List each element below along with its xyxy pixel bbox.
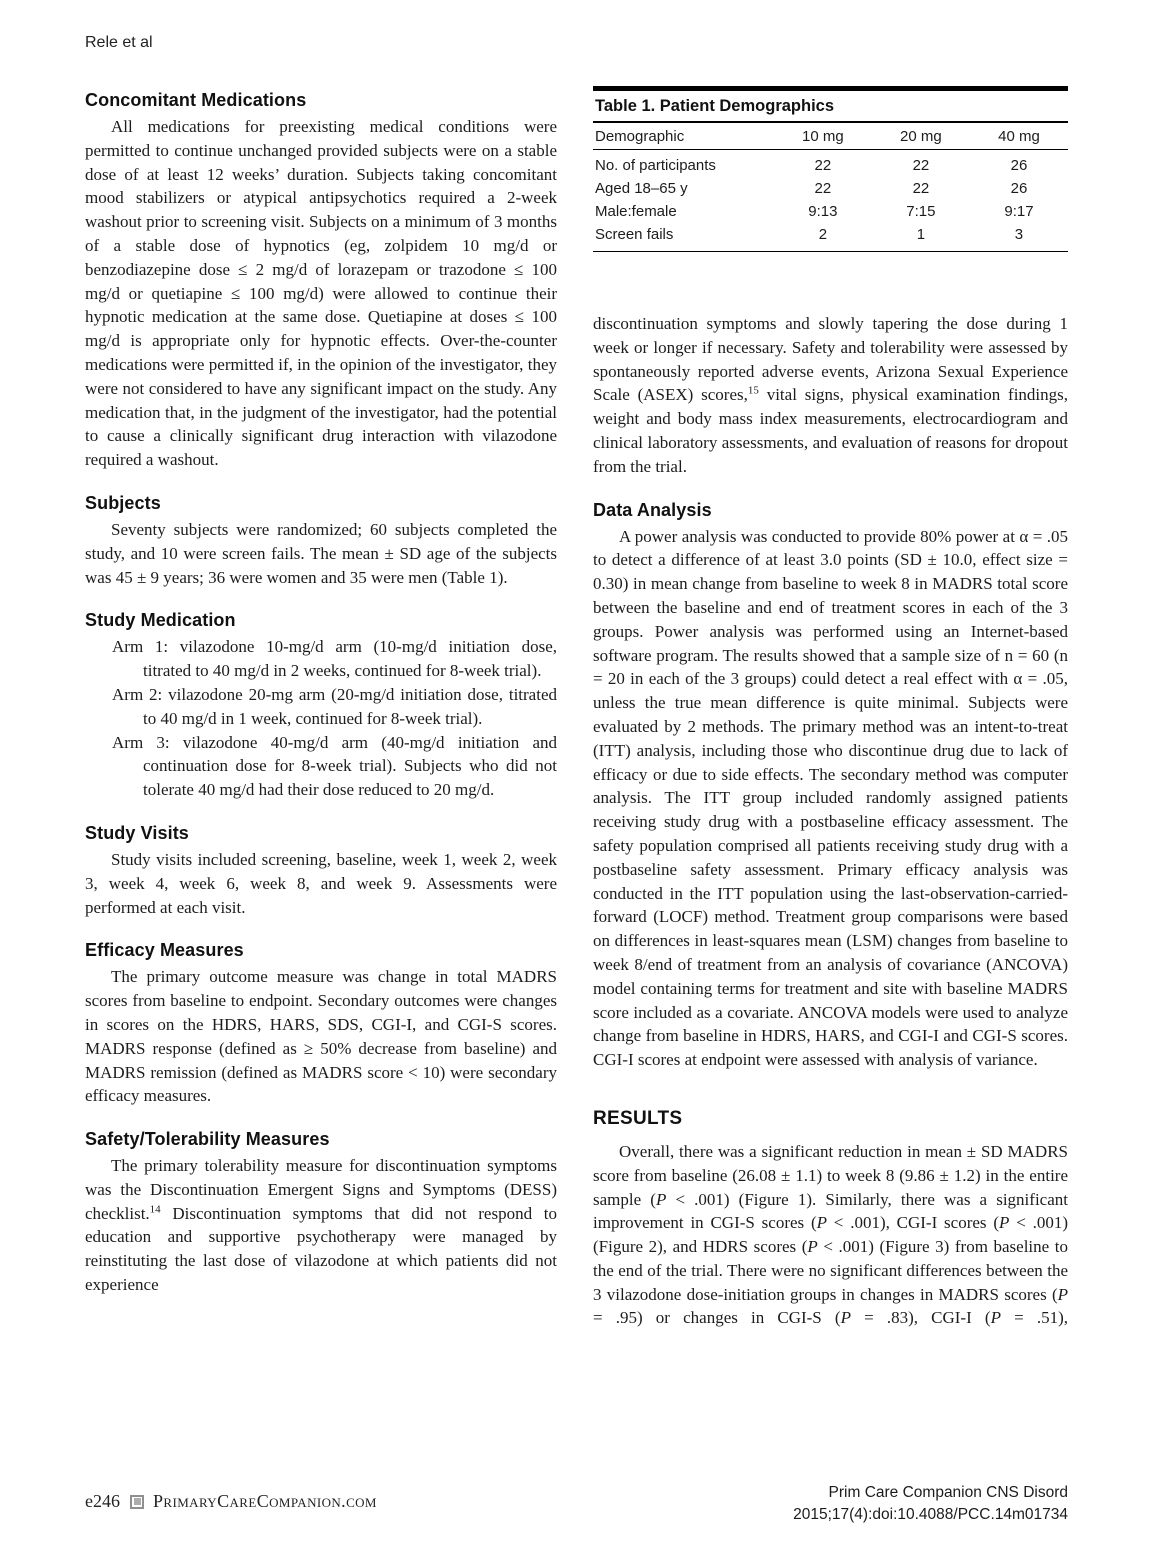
study-arm-3: Arm 3: vilazodone 40-mg/d arm (40-mg/d initiation and continuation dose for 8-week trial). Subjects who did not tolerate 40 mg/d had their dose reduced to 20 mg/d.: [112, 732, 557, 800]
table1-patient-demographics: [593, 86, 1068, 252]
table-cell: No. of participants: [595, 157, 716, 174]
footer-square-icon: [130, 1495, 144, 1509]
heading-safety-tolerability-measures: Safety/Tolerability Measures: [85, 1129, 330, 1150]
heading-concomitant-medications: Concomitant Medications: [85, 90, 307, 110]
journal-citation-line2: 2015;17(4):doi:10.4088/PCC.14m01734: [793, 1506, 1068, 1523]
table1-col-10mg: 10 mg: [774, 123, 872, 150]
running-head: Rele et al: [85, 34, 153, 51]
table-cell: 22: [912, 157, 930, 174]
table-cell: 3: [1014, 226, 1024, 243]
table1-col-demographic: Demographic: [593, 123, 774, 150]
table-cell: 22: [912, 180, 930, 197]
paragraph-results: Overall, there was a significant reduction in mean ± SD MADRS score from baseline (26.08 ± 1.1) to week 8 (9.86 ± 1.2) in the entire sample (P < .001) (Figure 1). Similarly, there was a significant improvement in CGI-S scores (P < .001), CGI-I scores (P < .001) (Figure 2), and HDRS scores (P < .001) (Figure 3) from baseline to the end of the trial. There were no significant differences between the 3 vilazodone dose-initiation groups in changes in MADRS scores (P = .95) or changes in CGI-S (P = .83), CGI-I (P = .51),: [593, 1141, 1068, 1328]
table1-col-40mg: 40 mg: [970, 123, 1068, 150]
paragraph-data-analysis: A power analysis was conducted to provide 80% power at α = .05 to detect a difference of at least 3.0 points (SD ± 10.0, effect size = 0.30) in mean change from baseline to week 8 in MADRS total score between the baseline and end of treatment scores in each of the 3 groups. Power analysis was performed using an Internet-based software program. The results showed that a sample size of n = 60 (n = 20 in each of the 3 groups) could detect a real effect with α = .05, unless the true mean difference is quite minimal. Subjects were evaluated by 2 methods. The primary method was an intent-to-treat (ITT) analysis, including those who discontinue drug due to lack of efficacy or due to side effects. The secondary method was computer analysis. The ITT group included randomly assigned patients receiving study drug with a postbaseline efficacy assessment. The safety population comprised all patients receiving study drug with a postbaseline safety assessment. Primary efficacy analysis was conducted in the ITT population using the last-observation-carried-forward (LOCF) method. Treatment group comparisons were based on differences in least-squares mean (LSM) changes from baseline to week 8/end of treatment from an analysis of covariance (ANCOVA) model containing terms for treatment and site with baseline MADRS score included as a covariate. ANCOVA models were used to analyze change from baseline in HDRS, HARS, and CGI-I and CGI-S scores. CGI-I scores at endpoint were assessed with analysis of variance.: [593, 526, 1068, 1070]
page-number: e246: [85, 1491, 120, 1511]
table-cell: Aged 18–65 y: [595, 180, 688, 197]
table-row: [593, 200, 1068, 223]
table1-col-20mg: 20 mg: [872, 123, 970, 150]
table-row: [593, 177, 1068, 200]
table-row: [593, 150, 1068, 178]
heading-results: RESULTS: [593, 1107, 683, 1129]
table-cell: 22: [814, 157, 832, 174]
table-cell: 26: [1010, 157, 1028, 174]
table1-title: Table 1. Patient Demographics: [593, 86, 1068, 123]
page-footer-right: [793, 1482, 1068, 1526]
heading-efficacy-measures: Efficacy Measures: [85, 940, 244, 961]
table-cell: 2: [818, 226, 828, 243]
heading-subjects: Subjects: [85, 492, 161, 513]
table-cell: 7:15: [906, 203, 936, 220]
heading-study-visits: Study Visits: [85, 822, 189, 843]
table-row: [593, 223, 1068, 252]
paragraph-safety-tolerability: The primary tolerability measure for discontinuation symptoms was the Discontinuation Emergent Signs and Symptoms (DESS) checklist.$^{14}$ Discontinuation symptoms that did not respond to education and supportive psychotherapy were managed by reinstituting the last dose of vilazodone at which patients did not experience: [85, 1156, 557, 1295]
table1-header-row: [593, 123, 1068, 150]
heading-data-analysis: Data Analysis: [593, 499, 712, 520]
table-cell: Screen fails: [595, 226, 674, 243]
table-cell: 26: [1010, 180, 1028, 197]
table-cell: 22: [814, 180, 832, 197]
study-arm-2: Arm 2: vilazodone 20-mg arm (20-mg/d initiation dose, titrated to 40 mg/d in 1 week, continued for 8-week trial).: [112, 684, 557, 728]
left-column: [85, 88, 557, 1297]
journal-citation-line1: Prim Care Companion CNS Disord: [828, 1484, 1068, 1501]
paragraph-safety-continuation: discontinuation symptoms and slowly tapering the dose during 1 week or longer if necessary. Safety and tolerability were assessed by spontaneously reported adverse events, Arizona Sexual Experience Scale (ASEX) scores,$^{15}$ vital signs, physical examination findings, weight and body mass index measurements, electrocardiogram and clinical laboratory assessments, and evaluation of reasons for dropout from the trial.: [593, 314, 1069, 476]
page-footer-left: [85, 1491, 377, 1512]
paragraph-subjects: Seventy subjects were randomized; 60 subjects completed the study, and 10 were screen fails. The mean ± SD age of the subjects was 45 ± 9 years; 36 were women and 35 were men (Table 1).: [85, 519, 557, 587]
table-cell: Male:female: [595, 203, 677, 220]
paragraph-efficacy-measures: The primary outcome measure was change in total MADRS scores from baseline to endpoint. Secondary outcomes were changes in scores on the HDRS, HARS, SDS, CGI-I, and CGI-S scores. MADRS response (defined as ≥ 50% decrease from baseline) and MADRS remission (defined as MADRS score < 10) were secondary efficacy measures.: [85, 967, 557, 1106]
heading-study-medication: Study Medication: [85, 610, 236, 631]
paragraph-concomitant-medications: All medications for preexisting medical conditions were permitted to continue unchanged provided subjects were on a stable dose of at least 12 weeks’ duration. Subjects taking concomitant mood stabilizers or atypical antipsychotics required a 2-week washout prior to screening visit. Subjects on a minimum of 3 months of a stable dose of hypnotics (eg, zolpidem 10 mg/d or benzodiazepine dose ≤ 2 mg/d of lorazepam or trazodone ≤ 100 mg/d or quetiapine ≤ 100 mg/d) were allowed to continue their hypnotic medication at the same dose. Quetiapine at doses ≤ 100 mg/d is appropriate only for hypnotic effects. Over-the-counter medications were permitted if, in the opinion of the investigator, they were not considered to have any significant impact on the study. Any medication that, in the judgment of the investigator, had the potential to cause a clinically significant drug interaction with vilazodone required a washout.: [85, 117, 557, 470]
table-cell: 1: [916, 226, 926, 243]
right-column: [593, 86, 1068, 1330]
paragraph-study-visits: Study visits included screening, baseline, week 1, week 2, week 3, week 4, week 6, week 8, and week 9. Assessments were performed at each visit.: [85, 849, 557, 917]
table-cell: 9:13: [808, 203, 838, 220]
journal-site-name: PrimaryCareCompanion.com: [153, 1491, 377, 1511]
table-cell: 9:17: [1004, 203, 1034, 220]
study-arm-1: Arm 1: vilazodone 10-mg/d arm (10-mg/d initiation dose, titrated to 40 mg/d in 2 weeks, continued for 8-week trial).: [112, 637, 557, 681]
